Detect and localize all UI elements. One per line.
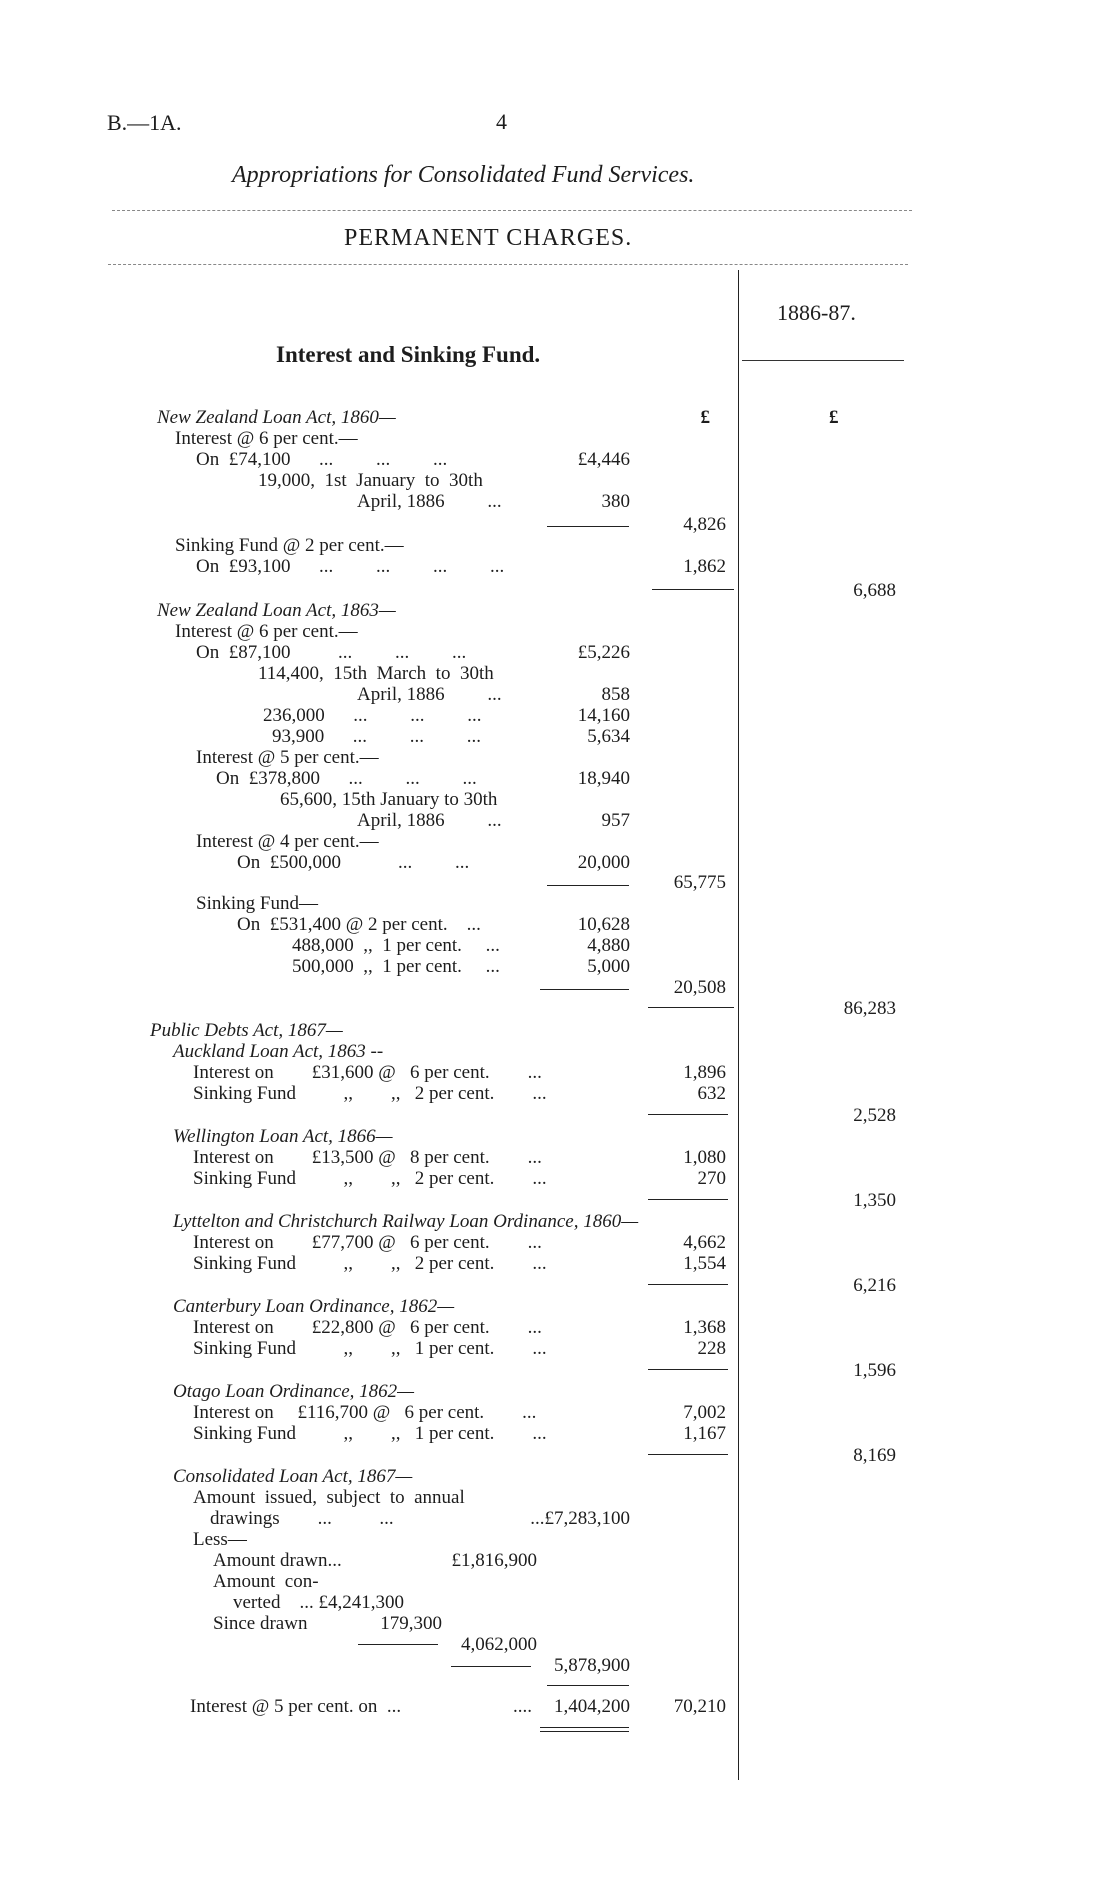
otago-sinking-value: 1,167 (683, 1423, 726, 1444)
canterbury-sinking-value: 228 (697, 1338, 726, 1359)
nz1863-on-5: On £378,800 ... ... ... (216, 768, 477, 789)
subtotal-rule (358, 1644, 438, 1645)
wellington-title: Wellington Loan Act, 1866— (173, 1126, 393, 1147)
canterbury-interest-value: 1,368 (683, 1317, 726, 1338)
nz1860-interest-label: Interest @ 6 per cent.— (175, 428, 358, 449)
total-rule (648, 1114, 728, 1115)
nz1863-interest5-label: Interest @ 5 per cent.— (196, 747, 379, 768)
consolidated-since-drawn-value: 179,300 (380, 1613, 442, 1634)
nz1863-on-1-value: £5,226 (577, 642, 630, 663)
canterbury-title: Canterbury Loan Ordinance, 1862— (173, 1296, 455, 1317)
lyttelton-sinking: Sinking Fund ,, ,, 2 per cent. ... (193, 1253, 547, 1274)
subtotal-rule (451, 1666, 531, 1667)
nz1863-sf-1: On £531,400 @ 2 per cent. ... (237, 914, 481, 935)
nz1863-sinking-total: 20,508 (673, 977, 726, 998)
lyttelton-interest: Interest on £77,700 @ 6 per cent. ... (193, 1232, 542, 1253)
subtotal-rule (547, 885, 629, 886)
nz1860-on-1: On £74,100 ... ... ... (196, 449, 448, 470)
consolidated-converted-2: verted ... £4,241,300 (233, 1592, 404, 1613)
year-column-separator (738, 270, 739, 1780)
lyttelton-sinking-value: 1,554 (683, 1253, 726, 1274)
lyttelton-interest-value: 4,662 (683, 1232, 726, 1253)
total-rule (648, 1284, 728, 1285)
auckland-interest: Interest on £31,600 @ 6 per cent. ... (193, 1062, 542, 1083)
consolidated-issued-value: ...£7,283,100 (530, 1508, 630, 1529)
nz1860-interest-subtotal: 4,826 (683, 514, 726, 535)
public-debts-title: Public Debts Act, 1867— (150, 1020, 343, 1041)
nz1860-on-2b: April, 1886 ... (357, 491, 502, 512)
auckland-interest-value: 1,896 (683, 1062, 726, 1083)
auckland-sinking: Sinking Fund ,, ,, 2 per cent. ... (193, 1083, 547, 1104)
subtotal-rule (547, 1685, 629, 1686)
report-reference: B.—1A. (107, 110, 182, 135)
consolidated-balance: 5,878,900 (554, 1655, 630, 1676)
nz1863-sf-1-value: 10,628 (577, 914, 630, 935)
total-rule (648, 1454, 728, 1455)
consolidated-interest-value: 70,210 (673, 1696, 726, 1717)
consolidated-line-2: drawings ... ... (210, 1508, 394, 1529)
nz1863-on-3-value: 14,160 (577, 705, 630, 726)
otago-interest-value: 7,002 (683, 1402, 726, 1423)
nz1860-on-2a: 19,000, 1st January to 30th (258, 470, 483, 491)
lyttelton-total: 6,216 (853, 1275, 896, 1296)
section-title: Interest and Sinking Fund. (276, 342, 541, 367)
nz-loan-1863-title: New Zealand Loan Act, 1863— (157, 600, 396, 621)
consolidated-net-converted: 4,062,000 (461, 1634, 537, 1655)
consolidated-line-1: Amount issued, subject to annual (193, 1487, 465, 1508)
nz1863-on-2a: 114,400, 15th March to 30th (258, 663, 494, 684)
nz1863-on-5-value: 18,940 (577, 768, 630, 789)
nz1863-interest6-label: Interest @ 6 per cent.— (175, 621, 358, 642)
wellington-sinking: Sinking Fund ,, ,, 2 per cent. ... (193, 1168, 547, 1189)
consolidated-interest-label: Interest @ 5 per cent. on ... (190, 1696, 402, 1717)
subtotal-rule (540, 989, 629, 990)
nz1860-on-2-value: 380 (601, 491, 630, 512)
nz1863-on-6-value: 957 (601, 810, 630, 831)
nz1863-on-6a: 65,600, 15th January to 30th (280, 789, 498, 810)
page-number: 4 (496, 109, 507, 134)
nz1860-sinking-on: On £93,100 ... ... ... ... (196, 556, 505, 577)
consolidated-converted-1: Amount con- (213, 1571, 319, 1592)
page-title: Appropriations for Consolidated Fund Services. (232, 162, 695, 188)
nz1863-on-7-value: 20,000 (577, 852, 630, 873)
double-rule-bottom (540, 1731, 629, 1732)
nz1860-sinking-value: 1,862 (683, 556, 726, 577)
nz1863-sf-3: 500,000 ,, 1 per cent. ... (292, 956, 500, 977)
year-column-header: 1886-87. (777, 300, 856, 325)
nz1863-sf-2: 488,000 ,, 1 per cent. ... (292, 935, 500, 956)
otago-sinking: Sinking Fund ,, ,, 1 per cent. ... (193, 1423, 547, 1444)
nz1863-on-3: 236,000 ... ... ... (263, 705, 482, 726)
canterbury-interest: Interest on £22,800 @ 6 per cent. ... (193, 1317, 542, 1338)
consolidated-since-drawn: Since drawn (213, 1613, 308, 1634)
total-rule (652, 589, 734, 590)
title-divider (112, 210, 912, 211)
double-rule-top (540, 1727, 629, 1728)
total-rule (648, 1007, 734, 1008)
nz1863-on-2b: April, 1886 ... (357, 684, 502, 705)
lyttelton-title: Lyttelton and Christchurch Railway Loan Ordinance, 1860— (173, 1211, 639, 1232)
nz1863-sf-3-value: 5,000 (587, 956, 630, 977)
nz1863-sf-2-value: 4,880 (587, 935, 630, 956)
nz1860-sinking-label: Sinking Fund @ 2 per cent.— (175, 535, 404, 556)
nz1863-on-2-value: 858 (601, 684, 630, 705)
currency-symbol-year: £ (829, 407, 839, 428)
consolidated-title: Consolidated Loan Act, 1867— (173, 1466, 413, 1487)
otago-title: Otago Loan Ordinance, 1862— (173, 1381, 415, 1402)
nz1863-on-6b: April, 1886 ... (357, 810, 502, 831)
subtotal-rule (547, 526, 629, 527)
consolidated-drawn-value: £1,816,900 (451, 1550, 537, 1571)
auckland-title: Auckland Loan Act, 1863 -- (173, 1041, 384, 1062)
nz1863-total: 86,283 (843, 998, 896, 1019)
nz1863-interest-total: 65,775 (673, 872, 726, 893)
otago-total: 8,169 (853, 1445, 896, 1466)
nz1863-on-7: On £500,000 ... ... (237, 852, 470, 873)
year-header-rule (742, 360, 904, 361)
canterbury-sinking: Sinking Fund ,, ,, 1 per cent. ... (193, 1338, 547, 1359)
canterbury-total: 1,596 (853, 1360, 896, 1381)
nz1863-on-4-value: 5,634 (587, 726, 630, 747)
consolidated-interest-base: 1,404,200 (554, 1696, 630, 1717)
consolidated-drawn: Amount drawn... (213, 1550, 342, 1571)
heading-divider (108, 264, 908, 265)
nz1860-on-1-value: £4,446 (577, 449, 630, 470)
wellington-sinking-value: 270 (697, 1168, 726, 1189)
total-rule (648, 1369, 728, 1370)
auckland-total: 2,528 (853, 1105, 896, 1126)
consolidated-interest-dots: .... (513, 1696, 532, 1717)
wellington-interest: Interest on £13,500 @ 8 per cent. ... (193, 1147, 542, 1168)
nz-loan-1860-title: New Zealand Loan Act, 1860— (157, 407, 396, 428)
currency-symbol: £ (700, 407, 710, 428)
nz1863-interest4-label: Interest @ 4 per cent.— (196, 831, 379, 852)
nz1860-total: 6,688 (853, 580, 896, 601)
section-heading: PERMANENT CHARGES. (344, 225, 633, 251)
auckland-sinking-value: 632 (697, 1083, 726, 1104)
total-rule (648, 1199, 728, 1200)
wellington-interest-value: 1,080 (683, 1147, 726, 1168)
nz1863-on-4: 93,900 ... ... ... (272, 726, 481, 747)
nz1863-sinking-label: Sinking Fund— (196, 893, 318, 914)
nz1863-on-1: On £87,100 ... ... ... (196, 642, 467, 663)
consolidated-less: Less— (193, 1529, 247, 1550)
otago-interest: Interest on £116,700 @ 6 per cent. ... (193, 1402, 537, 1423)
wellington-total: 1,350 (853, 1190, 896, 1211)
